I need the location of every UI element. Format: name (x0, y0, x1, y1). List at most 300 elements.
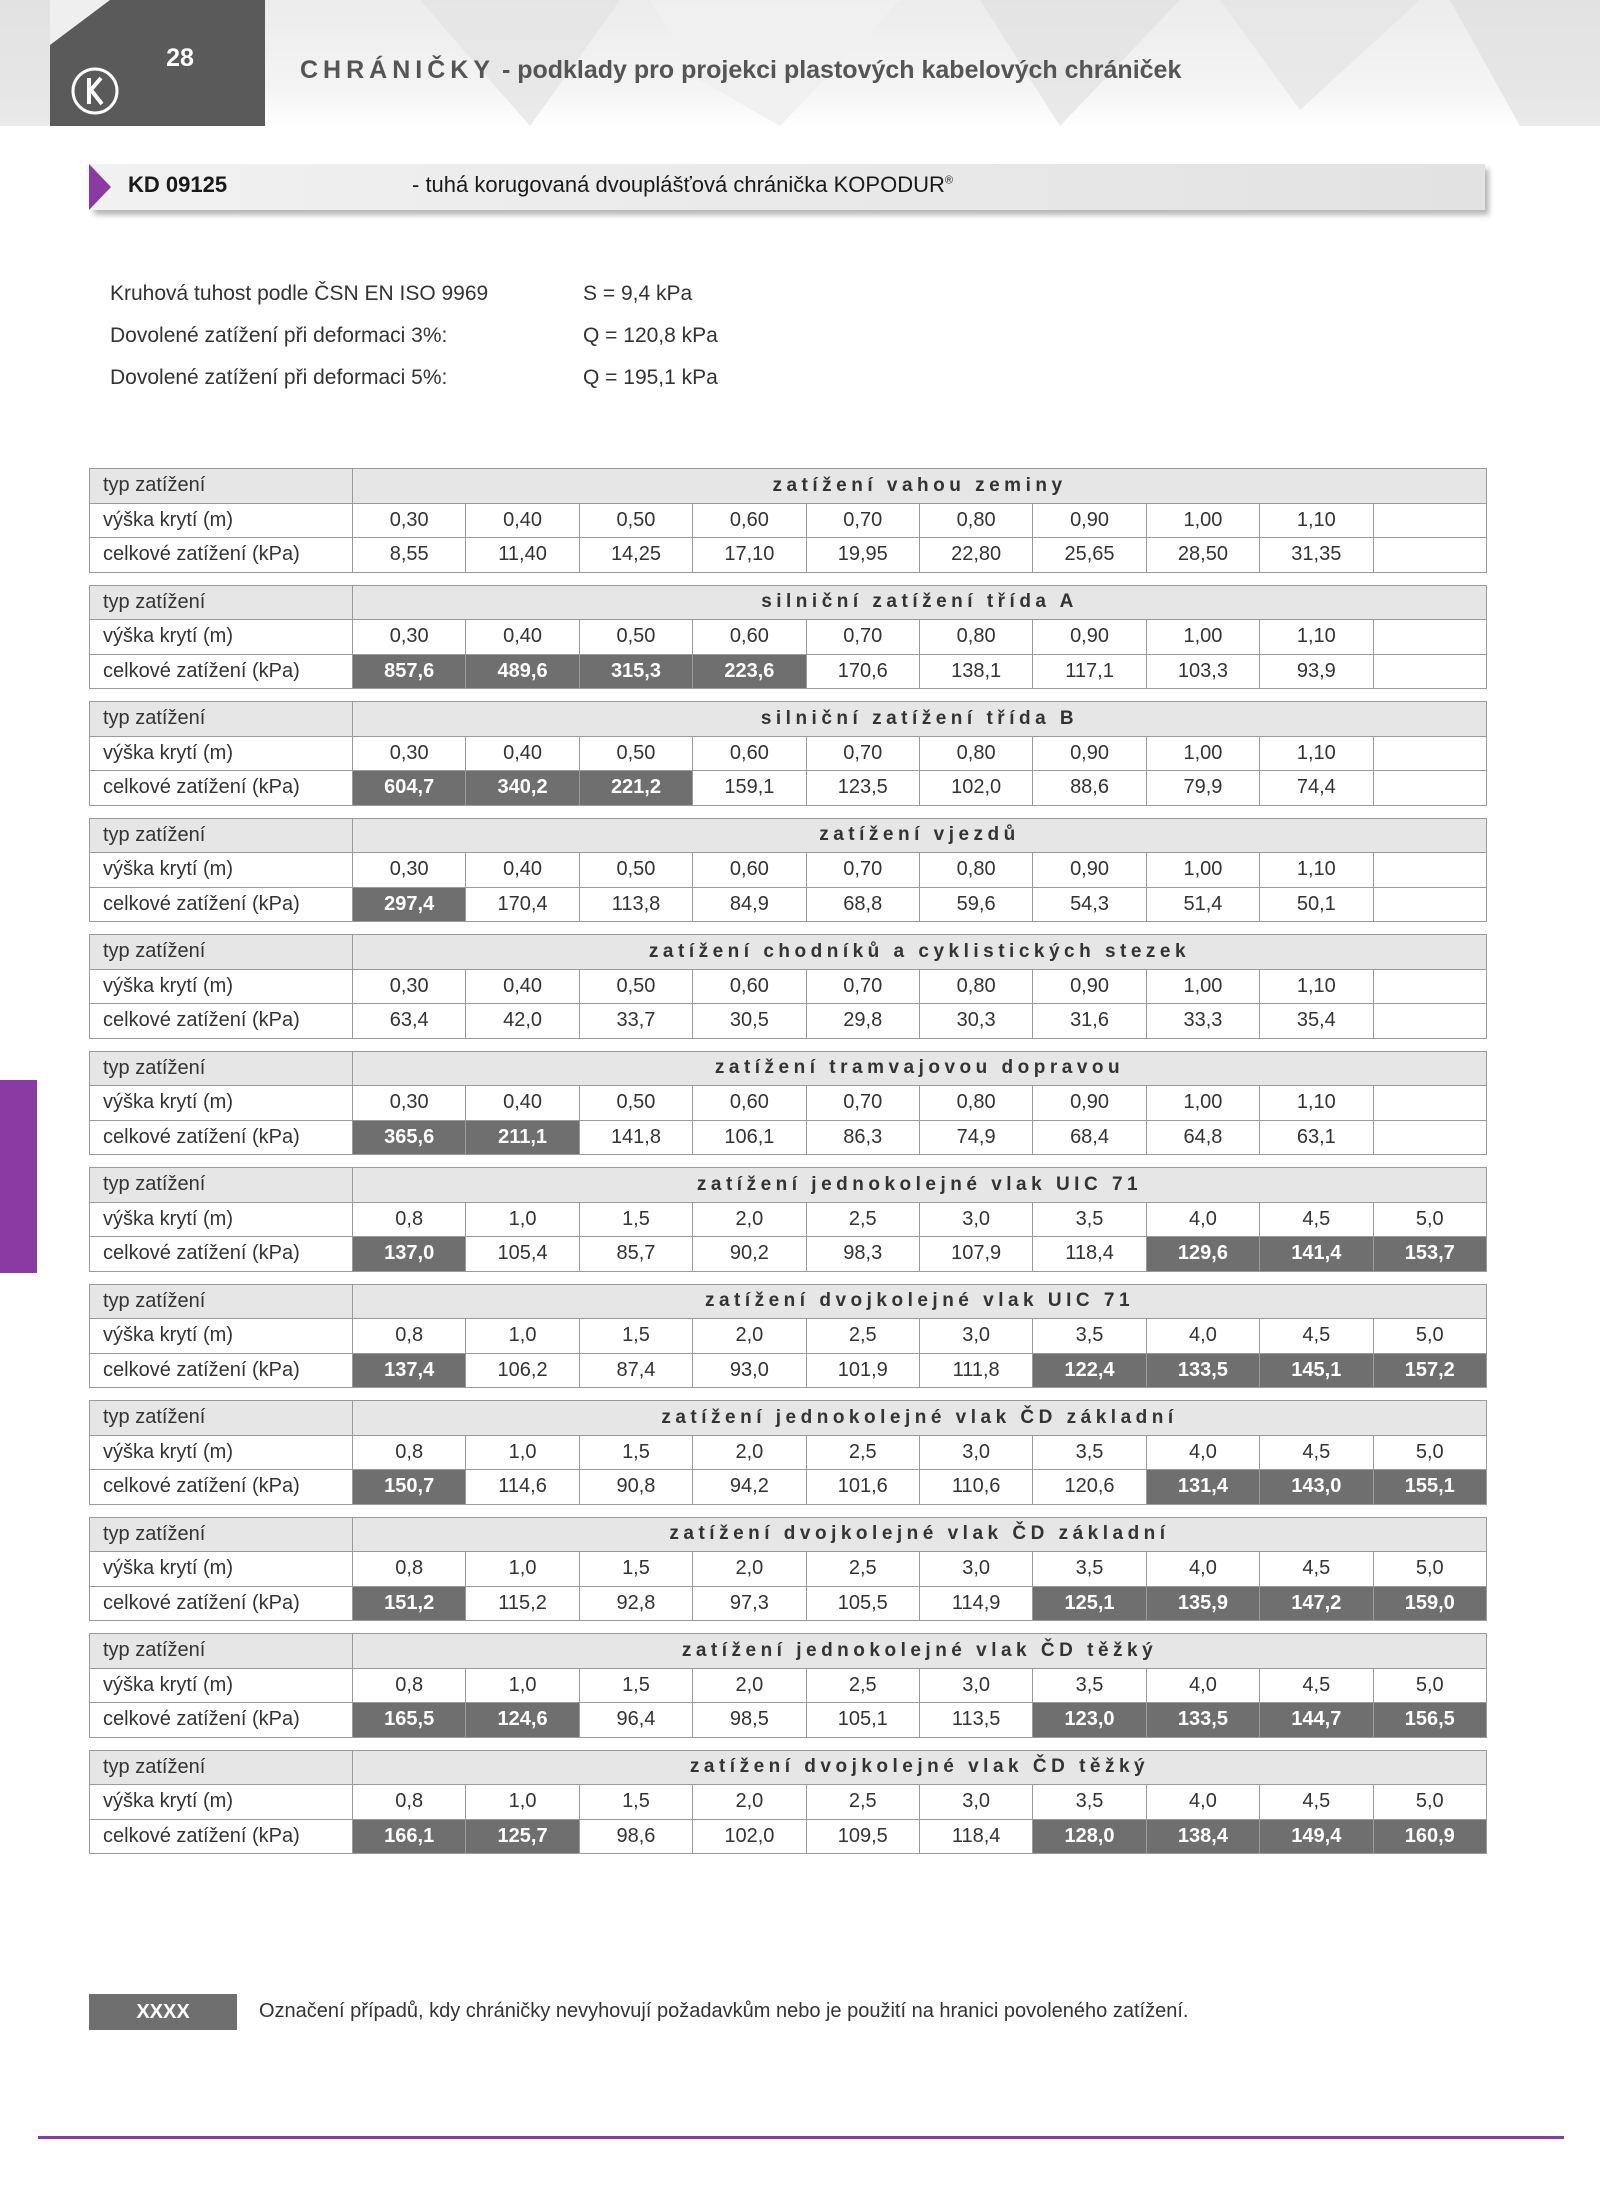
load-table (89, 701, 1487, 806)
height-cell: 0,90 (1033, 503, 1146, 538)
height-cell: 0,60 (693, 1086, 806, 1121)
height-cell: 4,5 (1260, 1319, 1373, 1354)
spec-value: Q = 195,1 kPa (583, 366, 718, 389)
load-cell-exceeded: 131,4 (1146, 1470, 1259, 1505)
height-cell: 1,0 (466, 1785, 579, 1820)
load-cell: 101,9 (806, 1353, 919, 1388)
height-cell: 2,5 (806, 1668, 919, 1703)
load-table (89, 1633, 1487, 1738)
load-section (89, 1051, 1487, 1156)
height-cell: 2,0 (693, 1668, 806, 1703)
row-label-height: výška krytí (m) (90, 1086, 353, 1121)
load-cell: 96,4 (579, 1703, 692, 1738)
height-cell: 0,90 (1033, 736, 1146, 771)
row-label-load: celkové zatížení (kPa) (90, 1237, 353, 1272)
row-label-height: výška krytí (m) (90, 620, 353, 655)
height-cell: 1,00 (1146, 503, 1259, 538)
height-cell: 0,60 (693, 853, 806, 888)
load-cell-exceeded: 135,9 (1146, 1586, 1259, 1621)
height-cell: 0,8 (353, 1785, 466, 1820)
row-label-type: typ zatížení (90, 1750, 353, 1785)
height-cell: 0,40 (466, 736, 579, 771)
height-cell: 0,40 (466, 969, 579, 1004)
table-row-load (90, 771, 1487, 806)
height-cell: 1,5 (579, 1668, 692, 1703)
height-cell: 4,5 (1260, 1552, 1373, 1587)
row-label-load: celkové zatížení (kPa) (90, 1586, 353, 1621)
row-label-height: výška krytí (m) (90, 1202, 353, 1237)
row-label-type: typ zatížení (90, 585, 353, 620)
load-cell-exceeded: 129,6 (1146, 1237, 1259, 1272)
load-cell: 85,7 (579, 1237, 692, 1272)
load-cell: 64,8 (1146, 1120, 1259, 1155)
height-cell: 1,00 (1146, 1086, 1259, 1121)
row-label-height: výška krytí (m) (90, 1785, 353, 1820)
load-cell-exceeded: 604,7 (353, 771, 466, 806)
load-cell: 106,1 (693, 1120, 806, 1155)
height-cell: 0,40 (466, 853, 579, 888)
section-title: zatížení jednokolejné vlak UIC 71 (353, 1168, 1487, 1203)
height-cell: 4,0 (1146, 1202, 1259, 1237)
load-cell: 93,0 (693, 1353, 806, 1388)
load-cell: 103,3 (1146, 654, 1259, 689)
product-arrow-icon (89, 164, 111, 210)
load-cell: 98,6 (579, 1819, 692, 1854)
load-cell: 68,8 (806, 887, 919, 922)
load-cell-exceeded: 211,1 (466, 1120, 579, 1155)
height-cell: 0,80 (919, 1086, 1032, 1121)
height-cell: 1,10 (1260, 736, 1373, 771)
load-section (89, 1750, 1487, 1855)
height-cell: 3,0 (919, 1785, 1032, 1820)
load-cell-exceeded: 124,6 (466, 1703, 579, 1738)
table-row-load (90, 1819, 1487, 1854)
load-cell-exceeded: 165,5 (353, 1703, 466, 1738)
height-cell: 0,80 (919, 736, 1032, 771)
height-cell: 0,30 (353, 736, 466, 771)
height-cell: 0,60 (693, 969, 806, 1004)
section-title: zatížení vjezdů (353, 818, 1487, 853)
height-cell: 3,5 (1033, 1202, 1146, 1237)
load-cell: 109,5 (806, 1819, 919, 1854)
height-cell: 3,0 (919, 1668, 1032, 1703)
load-cell-exceeded: 150,7 (353, 1470, 466, 1505)
load-cell: 88,6 (1033, 771, 1146, 806)
height-cell: 0,50 (579, 969, 692, 1004)
row-label-load: celkové zatížení (kPa) (90, 538, 353, 573)
height-cell: 1,00 (1146, 969, 1259, 1004)
load-cell: 86,3 (806, 1120, 919, 1155)
row-label-type: typ zatížení (90, 702, 353, 737)
height-cell: 1,10 (1260, 503, 1373, 538)
height-cell: 3,0 (919, 1319, 1032, 1354)
row-label-load: celkové zatížení (kPa) (90, 1470, 353, 1505)
height-cell: 1,10 (1260, 853, 1373, 888)
height-cell: 0,70 (806, 736, 919, 771)
load-section (89, 585, 1487, 690)
load-cell-exceeded: 156,5 (1373, 1703, 1486, 1738)
height-cell: 0,8 (353, 1435, 466, 1470)
table-row-height (90, 1202, 1487, 1237)
load-cell: 8,55 (353, 538, 466, 573)
load-cell: 113,5 (919, 1703, 1032, 1738)
height-cell: 0,40 (466, 620, 579, 655)
load-table (89, 468, 1487, 573)
load-cell: 118,4 (919, 1819, 1032, 1854)
height-cell: 0,80 (919, 969, 1032, 1004)
height-cell: 3,0 (919, 1552, 1032, 1587)
load-cell: 90,8 (579, 1470, 692, 1505)
height-cell: 1,10 (1260, 620, 1373, 655)
load-cell: 84,9 (693, 887, 806, 922)
height-cell: 0,60 (693, 736, 806, 771)
load-cell: 123,5 (806, 771, 919, 806)
height-cell: 0,30 (353, 853, 466, 888)
height-cell: 0,60 (693, 620, 806, 655)
row-label-height: výška krytí (m) (90, 969, 353, 1004)
table-row-height (90, 620, 1487, 655)
table-row-height (90, 1552, 1487, 1587)
load-table (89, 1284, 1487, 1389)
load-cell: 114,6 (466, 1470, 579, 1505)
load-table (89, 1750, 1487, 1855)
table-row-load (90, 1353, 1487, 1388)
spec-list (110, 282, 910, 408)
load-cell-exceeded: 138,4 (1146, 1819, 1259, 1854)
table-row-height (90, 1086, 1487, 1121)
load-cell (1373, 771, 1486, 806)
load-cell: 74,4 (1260, 771, 1373, 806)
load-cell: 28,50 (1146, 538, 1259, 573)
height-cell: 0,40 (466, 503, 579, 538)
height-cell: 0,8 (353, 1668, 466, 1703)
table-row-type (90, 1634, 1487, 1669)
load-section (89, 1517, 1487, 1622)
table-row-height (90, 1319, 1487, 1354)
table-row-load (90, 538, 1487, 573)
height-cell: 2,5 (806, 1319, 919, 1354)
document-title-rest: - podklady pro projekci plastových kabelových chrániček (495, 56, 1182, 84)
section-title: zatížení dvojkolejné vlak UIC 71 (353, 1284, 1487, 1319)
row-label-height: výška krytí (m) (90, 1668, 353, 1703)
load-cell (1373, 1004, 1486, 1039)
load-table (89, 585, 1487, 690)
height-cell: 2,0 (693, 1785, 806, 1820)
height-cell: 5,0 (1373, 1435, 1486, 1470)
load-section (89, 701, 1487, 806)
height-cell: 4,5 (1260, 1668, 1373, 1703)
height-cell: 0,70 (806, 969, 919, 1004)
load-cell: 170,4 (466, 887, 579, 922)
load-cell: 105,1 (806, 1703, 919, 1738)
section-title: zatížení vahou zeminy (353, 469, 1487, 504)
row-label-height: výška krytí (m) (90, 853, 353, 888)
table-row-load (90, 1237, 1487, 1272)
table-row-type (90, 1051, 1487, 1086)
load-cell: 87,4 (579, 1353, 692, 1388)
spec-label: Kruhová tuhost podle ČSN EN ISO 9969 (110, 282, 489, 305)
height-cell: 2,5 (806, 1202, 919, 1237)
load-cell-exceeded: 153,7 (1373, 1237, 1486, 1272)
height-cell: 1,0 (466, 1435, 579, 1470)
load-cell: 31,6 (1033, 1004, 1146, 1039)
kopos-logo-icon (70, 66, 120, 116)
row-label-load: celkové zatížení (kPa) (90, 1353, 353, 1388)
load-section (89, 1284, 1487, 1389)
height-cell: 3,5 (1033, 1668, 1146, 1703)
load-cell-exceeded: 144,7 (1260, 1703, 1373, 1738)
load-cell: 30,3 (919, 1004, 1032, 1039)
height-cell: 1,5 (579, 1435, 692, 1470)
load-section (89, 1633, 1487, 1738)
load-cell (1373, 538, 1486, 573)
height-cell: 2,0 (693, 1202, 806, 1237)
load-cell-exceeded: 145,1 (1260, 1353, 1373, 1388)
load-cell-exceeded: 160,9 (1373, 1819, 1486, 1854)
table-row-type (90, 1401, 1487, 1436)
table-row-load (90, 1586, 1487, 1621)
height-cell: 4,0 (1146, 1552, 1259, 1587)
height-cell: 1,0 (466, 1202, 579, 1237)
load-cell: 31,35 (1260, 538, 1373, 573)
height-cell: 4,5 (1260, 1785, 1373, 1820)
row-label-load: celkové zatížení (kPa) (90, 654, 353, 689)
load-cell-exceeded: 157,2 (1373, 1353, 1486, 1388)
product-code: KD 09125 (128, 172, 228, 197)
height-cell: 1,0 (466, 1319, 579, 1354)
height-cell: 3,0 (919, 1435, 1032, 1470)
row-label-type: typ zatížení (90, 1401, 353, 1436)
load-cell: 11,40 (466, 538, 579, 573)
section-title: zatížení dvojkolejné vlak ČD těžký (353, 1750, 1487, 1785)
legend-sample: XXXX (89, 1994, 237, 2030)
height-cell: 0,50 (579, 620, 692, 655)
load-cell: 98,5 (693, 1703, 806, 1738)
height-cell: 2,0 (693, 1552, 806, 1587)
table-row-load (90, 1703, 1487, 1738)
load-table (89, 1400, 1487, 1505)
load-cell-exceeded: 155,1 (1373, 1470, 1486, 1505)
load-cell: 102,0 (693, 1819, 806, 1854)
load-cell: 115,2 (466, 1586, 579, 1621)
height-cell: 1,5 (579, 1552, 692, 1587)
section-title: silniční zatížení třída A (353, 585, 1487, 620)
row-label-load: celkové zatížení (kPa) (90, 887, 353, 922)
load-cell: 33,7 (579, 1004, 692, 1039)
height-cell: 3,5 (1033, 1319, 1146, 1354)
height-cell: 1,00 (1146, 853, 1259, 888)
load-cell: 63,1 (1260, 1120, 1373, 1155)
height-cell: 0,90 (1033, 1086, 1146, 1121)
spec-value: S = 9,4 kPa (583, 282, 693, 305)
height-cell: 0,8 (353, 1552, 466, 1587)
height-cell: 0,80 (919, 503, 1032, 538)
load-cell (1373, 1120, 1486, 1155)
load-cell-exceeded: 147,2 (1260, 1586, 1373, 1621)
height-cell: 4,5 (1260, 1202, 1373, 1237)
load-cell (1373, 654, 1486, 689)
load-table (89, 934, 1487, 1039)
load-cell: 19,95 (806, 538, 919, 573)
row-label-height: výška krytí (m) (90, 1435, 353, 1470)
load-cell-exceeded: 221,2 (579, 771, 692, 806)
height-cell: 0,50 (579, 503, 692, 538)
table-row-height (90, 1785, 1487, 1820)
height-cell: 2,5 (806, 1435, 919, 1470)
height-cell: 0,90 (1033, 853, 1146, 888)
row-label-type: typ zatížení (90, 935, 353, 970)
height-cell: 5,0 (1373, 1319, 1486, 1354)
height-cell: 0,30 (353, 969, 466, 1004)
document-title-main: CHRÁNIČKY (300, 56, 495, 84)
load-cell-exceeded: 223,6 (693, 654, 806, 689)
load-cell: 159,1 (693, 771, 806, 806)
load-cell: 54,3 (1033, 887, 1146, 922)
table-row-type (90, 469, 1487, 504)
height-cell: 0,50 (579, 853, 692, 888)
page-number: 28 (166, 44, 194, 72)
load-cell: 51,4 (1146, 887, 1259, 922)
height-cell: 0,90 (1033, 969, 1146, 1004)
load-cell: 111,8 (919, 1353, 1032, 1388)
height-cell: 2,0 (693, 1319, 806, 1354)
load-cell-exceeded: 122,4 (1033, 1353, 1146, 1388)
load-cell-exceeded: 340,2 (466, 771, 579, 806)
height-cell: 2,0 (693, 1435, 806, 1470)
height-cell (1373, 969, 1486, 1004)
table-row-load (90, 1120, 1487, 1155)
load-cell: 68,4 (1033, 1120, 1146, 1155)
height-cell: 0,30 (353, 503, 466, 538)
spec-row (110, 324, 910, 366)
load-table (89, 818, 1487, 923)
spec-label: Dovolené zatížení při deformaci 3%: (110, 324, 448, 347)
height-cell: 1,0 (466, 1668, 579, 1703)
section-title: zatížení jednokolejné vlak ČD základní (353, 1401, 1487, 1436)
table-row-height (90, 503, 1487, 538)
height-cell: 1,5 (579, 1319, 692, 1354)
height-cell: 5,0 (1373, 1202, 1486, 1237)
table-row-type (90, 585, 1487, 620)
row-label-type: typ zatížení (90, 469, 353, 504)
height-cell: 1,00 (1146, 620, 1259, 655)
height-cell: 1,10 (1260, 1086, 1373, 1121)
row-label-height: výška krytí (m) (90, 503, 353, 538)
section-title: zatížení dvojkolejné vlak ČD základní (353, 1517, 1487, 1552)
section-title: zatížení tramvajovou dopravou (353, 1051, 1487, 1086)
height-cell: 0,50 (579, 1086, 692, 1121)
load-cell: 98,3 (806, 1237, 919, 1272)
product-description (412, 172, 953, 198)
load-cell: 59,6 (919, 887, 1032, 922)
height-cell: 4,0 (1146, 1668, 1259, 1703)
load-cell (1373, 887, 1486, 922)
load-cell-exceeded: 123,0 (1033, 1703, 1146, 1738)
height-cell: 0,8 (353, 1319, 466, 1354)
load-table (89, 1051, 1487, 1156)
row-label-height: výška krytí (m) (90, 736, 353, 771)
spec-label: Dovolené zatížení při deformaci 5%: (110, 366, 448, 389)
row-label-load: celkové zatížení (kPa) (90, 1819, 353, 1854)
height-cell (1373, 620, 1486, 655)
load-cell: 33,3 (1146, 1004, 1259, 1039)
height-cell: 2,5 (806, 1785, 919, 1820)
load-cell: 114,9 (919, 1586, 1032, 1621)
load-cell: 92,8 (579, 1586, 692, 1621)
row-label-type: typ zatížení (90, 1517, 353, 1552)
table-row-height (90, 1668, 1487, 1703)
table-row-height (90, 853, 1487, 888)
section-title: zatížení jednokolejné vlak ČD těžký (353, 1634, 1487, 1669)
height-cell: 4,0 (1146, 1319, 1259, 1354)
load-cell: 105,4 (466, 1237, 579, 1272)
height-cell: 3,5 (1033, 1435, 1146, 1470)
height-cell (1373, 736, 1486, 771)
side-tab-marker (0, 1080, 37, 1273)
table-row-type (90, 702, 1487, 737)
height-cell: 1,5 (579, 1202, 692, 1237)
height-cell: 3,0 (919, 1202, 1032, 1237)
table-row-load (90, 1004, 1487, 1039)
load-cell: 97,3 (693, 1586, 806, 1621)
height-cell: 0,70 (806, 853, 919, 888)
load-cell: 74,9 (919, 1120, 1032, 1155)
load-cell: 105,5 (806, 1586, 919, 1621)
load-cell-exceeded: 133,5 (1146, 1353, 1259, 1388)
row-label-type: typ zatížení (90, 818, 353, 853)
load-cell: 101,6 (806, 1470, 919, 1505)
load-cell-exceeded: 166,1 (353, 1819, 466, 1854)
height-cell: 5,0 (1373, 1552, 1486, 1587)
height-cell (1373, 853, 1486, 888)
load-cell: 30,5 (693, 1004, 806, 1039)
load-cell: 117,1 (1033, 654, 1146, 689)
spec-row (110, 282, 910, 324)
height-cell: 0,70 (806, 620, 919, 655)
height-cell: 5,0 (1373, 1785, 1486, 1820)
load-cell-exceeded: 133,5 (1146, 1703, 1259, 1738)
height-cell: 4,5 (1260, 1435, 1373, 1470)
height-cell: 4,0 (1146, 1435, 1259, 1470)
document-title (300, 56, 1181, 85)
load-cell: 106,2 (466, 1353, 579, 1388)
load-cell-exceeded: 143,0 (1260, 1470, 1373, 1505)
row-label-load: celkové zatížení (kPa) (90, 1703, 353, 1738)
load-section (89, 1400, 1487, 1505)
table-row-load (90, 1470, 1487, 1505)
load-cell-exceeded: 149,4 (1260, 1819, 1373, 1854)
section-title: zatížení chodníků a cyklistických stezek (353, 935, 1487, 970)
load-cell-exceeded: 137,0 (353, 1237, 466, 1272)
height-cell: 2,5 (806, 1552, 919, 1587)
height-cell: 0,60 (693, 503, 806, 538)
load-cell: 141,8 (579, 1120, 692, 1155)
load-cell: 94,2 (693, 1470, 806, 1505)
load-cell: 110,6 (919, 1470, 1032, 1505)
load-cell-exceeded: 315,3 (579, 654, 692, 689)
load-cell-exceeded: 137,4 (353, 1353, 466, 1388)
table-row-load (90, 887, 1487, 922)
load-cell-exceeded: 128,0 (1033, 1819, 1146, 1854)
load-cell: 138,1 (919, 654, 1032, 689)
load-cell: 170,6 (806, 654, 919, 689)
load-cell: 42,0 (466, 1004, 579, 1039)
load-cell: 14,25 (579, 538, 692, 573)
load-cell: 102,0 (919, 771, 1032, 806)
load-section (89, 1167, 1487, 1272)
row-label-height: výška krytí (m) (90, 1319, 353, 1354)
load-cell: 63,4 (353, 1004, 466, 1039)
